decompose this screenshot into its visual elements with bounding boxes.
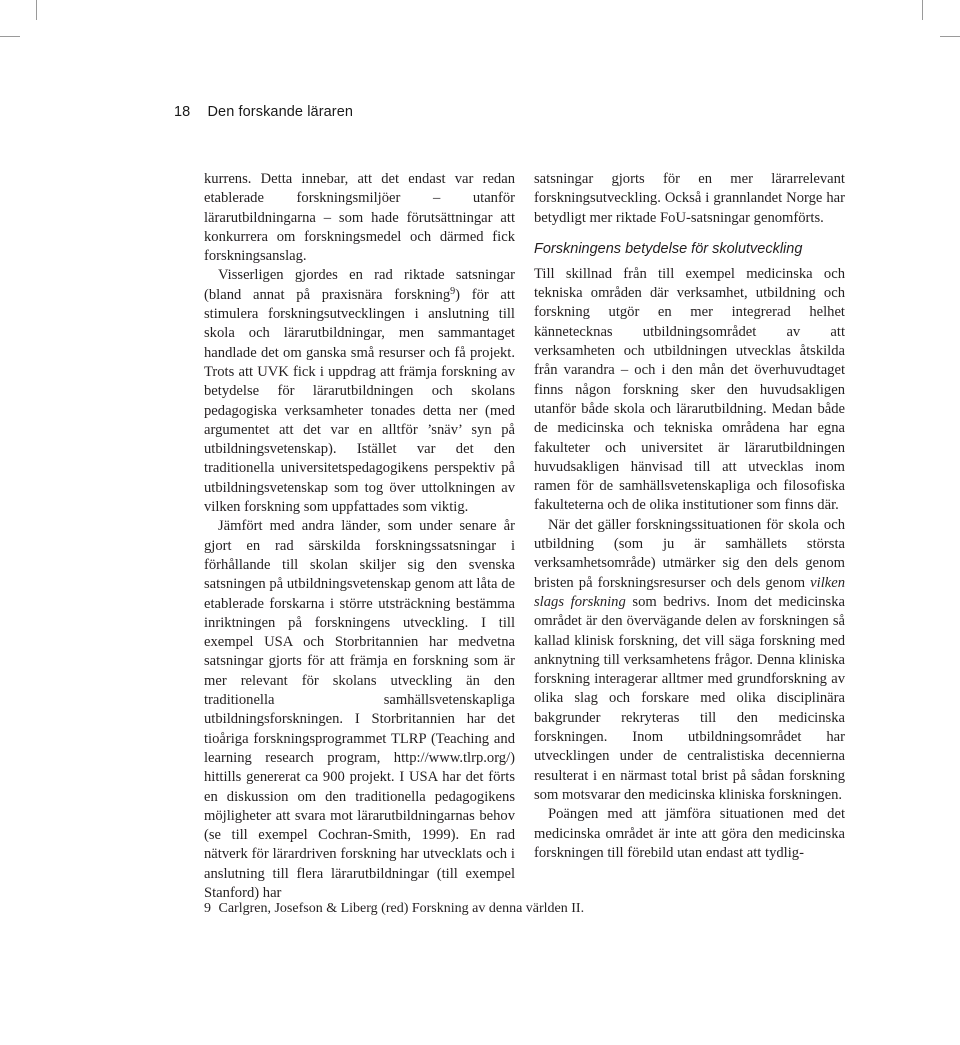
crop-mark-top-right-vertical [922, 0, 923, 20]
crop-mark-top-left-horizontal [0, 36, 20, 37]
paragraph-text: När det gäller forskningssituationen för skola och utbildning (som ju är samhällets största verksamhetsområde) utmärker sig den dels genom bristen på forskningsresurser och dels genom [534, 516, 845, 591]
paragraph [204, 266, 515, 517]
left-column [204, 170, 515, 903]
section-heading: Forskningens betydelse för skolutveckling [534, 240, 803, 257]
running-title: Den forskande läraren [207, 104, 354, 120]
paragraph: satsningar gjorts för en mer lärarrelevant forskningsutveckling. Också i grannlandet Norge har betydligt mer riktade FoU-satsningar genomförts. [534, 171, 845, 226]
paragraph-text: Visserligen gjordes en rad riktade satsningar (bland annat på praxisnära forskning [204, 267, 515, 303]
paragraph: Till skillnad från till exempel medicinska och tekniska områden där verksamhet, utbildning och forskning utgör en mer integrerad helhet kännetecknas utbildningsområdet av att verksamheten och utbildningen utvecklas åtskilda från varandra – och i den mån det överhuvudtaget finns någon forskning sker den huvudsakligen utanför både skola och lärarutbildning. Medan både de medicinska och tekniska områdena har egna fakulteter och universitet är lärarutbildningen huvudsakligen hänvisad till att utvecklas inom ramen för de samhällsvetenskapliga och filosofiska fakulteterna och de olika institutioner som finns där. [534, 265, 845, 514]
paragraph-text: ) för att stimulera forskningsutvecklingen i anslutning till skola och lärarutbildningar, men sammantaget handlade det om ganska små resurser och få projekt. Trots att UVK fick i uppdrag att främja forskning av betydelse för lärarutbildningen och skolans pedagogiska verksamheter tonades detta ner (med argumentet att det var en alltför ’snäv’ syn på utbildningsvetenskap). Istället var det den traditionella universitetspedagogikens perspektiv på utbildningsvetenskap som tog över uttolkningen av vilken forskning som uppfattades som viktig. [204, 286, 516, 516]
footnote-reference: 9 [450, 285, 456, 297]
right-column [534, 170, 845, 863]
emphasized-text: vilken slags forskning [534, 574, 845, 610]
paragraph: Poängen med att jämföra situationen med det medicinska området är inte att göra den medicinska forskningen till förebild utan endast att tydlig- [534, 806, 845, 861]
paragraph-text: som bedrivs. Inom det medicinska området är den övervägande delen av forskningen så kallad klinisk forskning, det vill säga forskning med anknytning till verksamhetens frågor. Denna kliniska forskning interagerar alltmer med grundforskning av olika slag och forskare med olika disciplinära bakgrunder rekryteras till den medicinska forskningen. Inom utbildningsområdet har utvecklingen under de centralistiska decennierna resulterat i en närmast total brist på sådan forskning som motsvarar den medicinska kliniska forskningen. [534, 593, 845, 803]
paragraph [534, 516, 845, 805]
footnote [204, 900, 584, 918]
footnote-text: Carlgren, Josefson & Liberg (red) Forskning av denna världen II. [218, 901, 585, 916]
paragraph: kurrens. Detta innebar, att det endast var redan etablerade forskningsmiljöer – utanför lärarutbildningarna – som hade förutsättningar att konkurrera om forskningsmedel och därmed fick forskningsanslag. [204, 171, 515, 265]
paragraph: Jämfört med andra länder, som under senare år gjort en rad särskilda forskningssatsningar i förhållande till skolan skiljer sig den svenska satsningen på utbildningsvetenskap genom att låta de etablerade forskarna i större utsträckning bestämma inriktningen på forskningens utveckling. I till exempel USA och Storbritannien har medvetna satsningar gjorts för att främja en forskning som är mer relevant för skolans utveckling än den traditionella samhällsvetenskapliga utbildningsforskningen. I Storbritannien har det tioåriga forskningsprogrammet TLRP (Teaching and learning research program, http://www.tlrp.org/) hittills genererat ca 900 projekt. I USA har det förts en diskussion om den traditionella pedagogikens möjligheter att svara mot lärarutbildningarnas behov (se till exempel Cochran-Smith, 1999). En rad nätverk för lärardriven forskning har utvecklats och i anslutning till flera lärarutbildningar (till exempel Stanford) har [204, 518, 515, 901]
crop-mark-top-left-vertical [36, 0, 37, 20]
crop-mark-top-right-horizontal [940, 36, 960, 37]
footnote-number: 9 [204, 901, 211, 916]
page-number: 18 [174, 104, 191, 120]
running-header [174, 104, 353, 120]
